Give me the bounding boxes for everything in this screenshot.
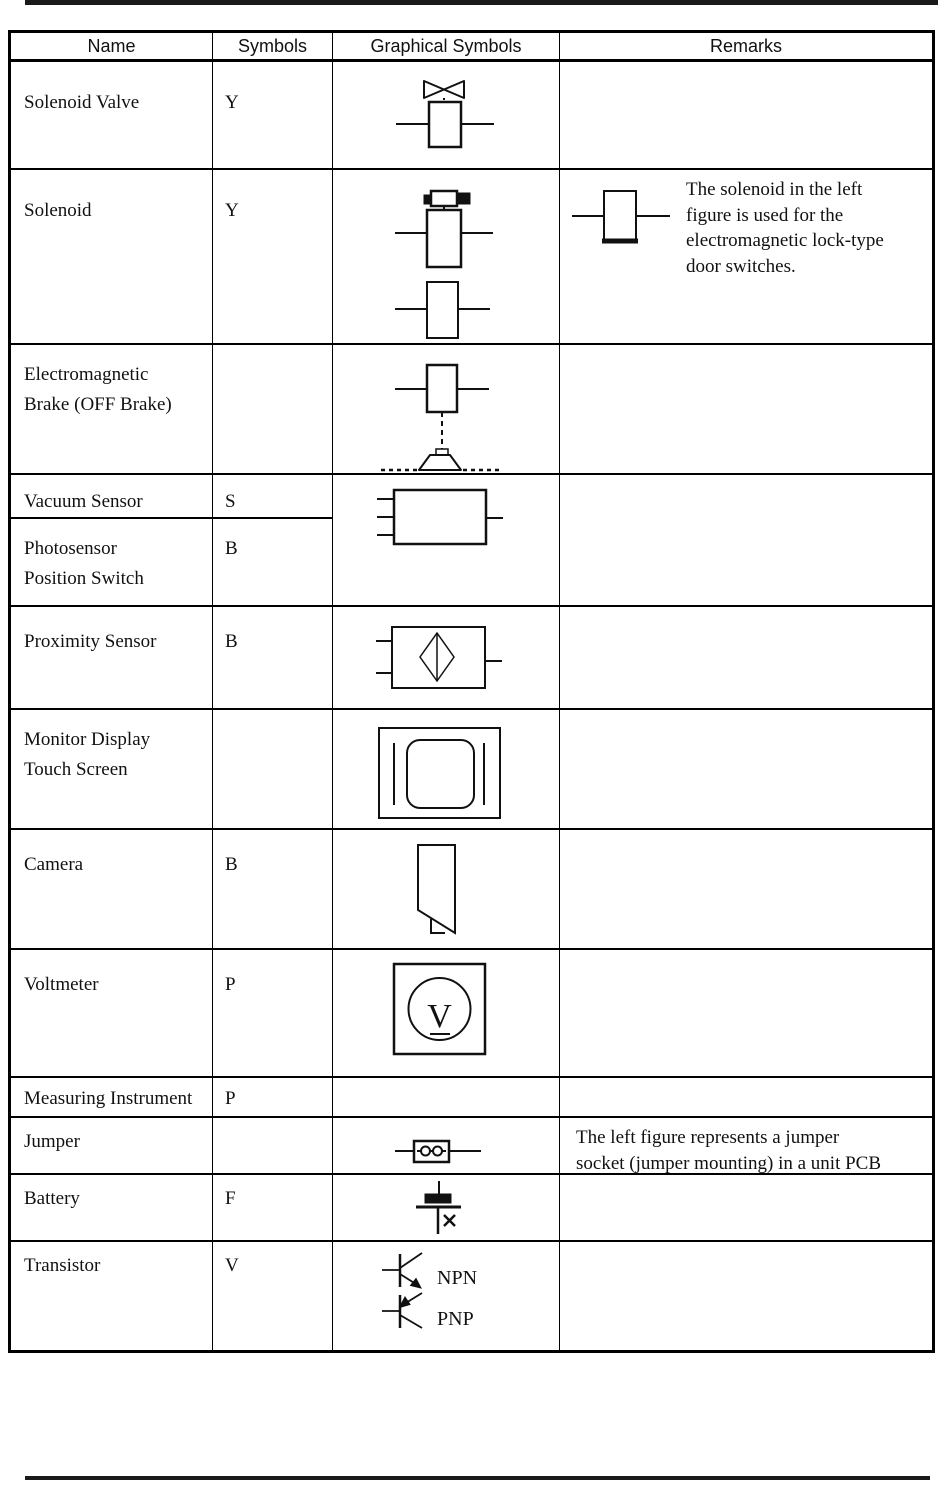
- voltmeter-symbol-letter: P: [213, 950, 333, 1078]
- photosensor-symbol-letter: B: [213, 519, 333, 607]
- jumper-remarks: [560, 1118, 932, 1175]
- em-brake-symbol-letter: [213, 345, 333, 475]
- battery-name: Battery: [11, 1175, 213, 1242]
- camera-graphic-cell: [333, 830, 560, 950]
- solenoid-remark-figure: [560, 170, 680, 270]
- proximity-remarks: [560, 607, 932, 710]
- battery-symbol-letter: F: [213, 1175, 333, 1242]
- solenoid-valve-symbol-letter: Y: [213, 62, 333, 170]
- solenoid-graphic-cell: [333, 170, 560, 345]
- sensor-remarks: [560, 475, 932, 607]
- npn-label: NPN: [437, 1267, 478, 1289]
- camera-symbol: [333, 830, 559, 950]
- monitor-symbol: [333, 710, 559, 830]
- solenoid-remark-text: The solenoid in the left figure is used for the electromagnetic lock-type door switches.: [686, 179, 884, 277]
- voltmeter-name: Voltmeter: [11, 950, 213, 1078]
- header-name: Name: [11, 33, 213, 62]
- monitor-symbol-letter: [213, 710, 333, 830]
- transistor-symbol-letter: V: [213, 1242, 333, 1350]
- solenoid-symbol: [333, 170, 559, 343]
- proximity-sensor-name: Proximity Sensor: [11, 607, 213, 710]
- em-brake-graphic-cell: [333, 345, 560, 475]
- jumper-remark-text: The left figure represents a jumper socket (jumper mounting) in a unit PCB: [576, 1127, 882, 1174]
- camera-name: Camera: [11, 830, 213, 950]
- voltmeter-dial-letter: V: [427, 998, 452, 1035]
- solenoid-name: Solenoid: [11, 170, 213, 345]
- camera-remarks: [560, 830, 932, 950]
- vacuum-sensor-symbol-letter: S: [213, 475, 333, 519]
- header-remarks: Remarks: [560, 33, 932, 62]
- measuring-instrument-graphic-cell: [333, 1078, 560, 1118]
- monitor-name: Monitor Display Touch Screen: [11, 710, 213, 830]
- jumper-symbol-letter: [213, 1118, 333, 1175]
- proximity-graphic-cell: [333, 607, 560, 710]
- solenoid-symbol-letter: Y: [213, 170, 333, 345]
- voltmeter-symbol: [333, 950, 559, 1076]
- transistor-remarks: [560, 1242, 932, 1350]
- photosensor-name: Photosensor Position Switch: [11, 519, 213, 607]
- measuring-instrument-symbol-letter: P: [213, 1078, 333, 1118]
- monitor-graphic-cell: [333, 710, 560, 830]
- em-brake-remarks: [560, 345, 932, 475]
- jumper-graphic-cell: [333, 1118, 560, 1175]
- transistor-graphic-cell: [333, 1242, 560, 1350]
- solenoid-remarks: [560, 170, 932, 345]
- sensor-graphic-cell: [333, 475, 560, 607]
- battery-symbol: [333, 1175, 559, 1240]
- em-brake-symbol: [333, 345, 559, 473]
- vacuum-sensor-name: Vacuum Sensor: [11, 475, 213, 519]
- solenoid-valve-symbol: [333, 62, 559, 168]
- transistor-name: Transistor: [11, 1242, 213, 1350]
- page-bottom-rule: [25, 1476, 930, 1480]
- solenoid-valve-name: Solenoid Valve: [11, 62, 213, 170]
- jumper-symbol: [333, 1118, 559, 1173]
- camera-symbol-letter: B: [213, 830, 333, 950]
- solenoid-valve-graphic-cell: [333, 62, 560, 170]
- measuring-instrument-remarks: [560, 1078, 932, 1118]
- battery-remarks: [560, 1175, 932, 1242]
- proximity-sensor-symbol: [333, 607, 559, 710]
- voltmeter-graphic-cell: [333, 950, 560, 1078]
- pnp-transistor-symbol: [382, 1293, 474, 1330]
- page-top-rule: [25, 0, 938, 5]
- header-graphical-symbols: Graphical Symbols: [333, 33, 560, 62]
- pnp-label: PNP: [437, 1308, 474, 1330]
- measuring-instrument-name: Measuring Instrument: [11, 1078, 213, 1118]
- sensor-block-symbol: [333, 475, 559, 607]
- battery-graphic-cell: [333, 1175, 560, 1242]
- monitor-remarks: [560, 710, 932, 830]
- voltmeter-remarks: [560, 950, 932, 1078]
- em-brake-name: Electromagnetic Brake (OFF Brake): [11, 345, 213, 475]
- symbols-table: [8, 30, 935, 1353]
- header-symbols: Symbols: [213, 33, 333, 62]
- jumper-name: Jumper: [11, 1118, 213, 1175]
- npn-transistor-symbol: [382, 1253, 477, 1289]
- proximity-sensor-symbol-letter: B: [213, 607, 333, 710]
- solenoid-valve-remarks: [560, 62, 932, 170]
- transistor-symbols: [333, 1242, 559, 1350]
